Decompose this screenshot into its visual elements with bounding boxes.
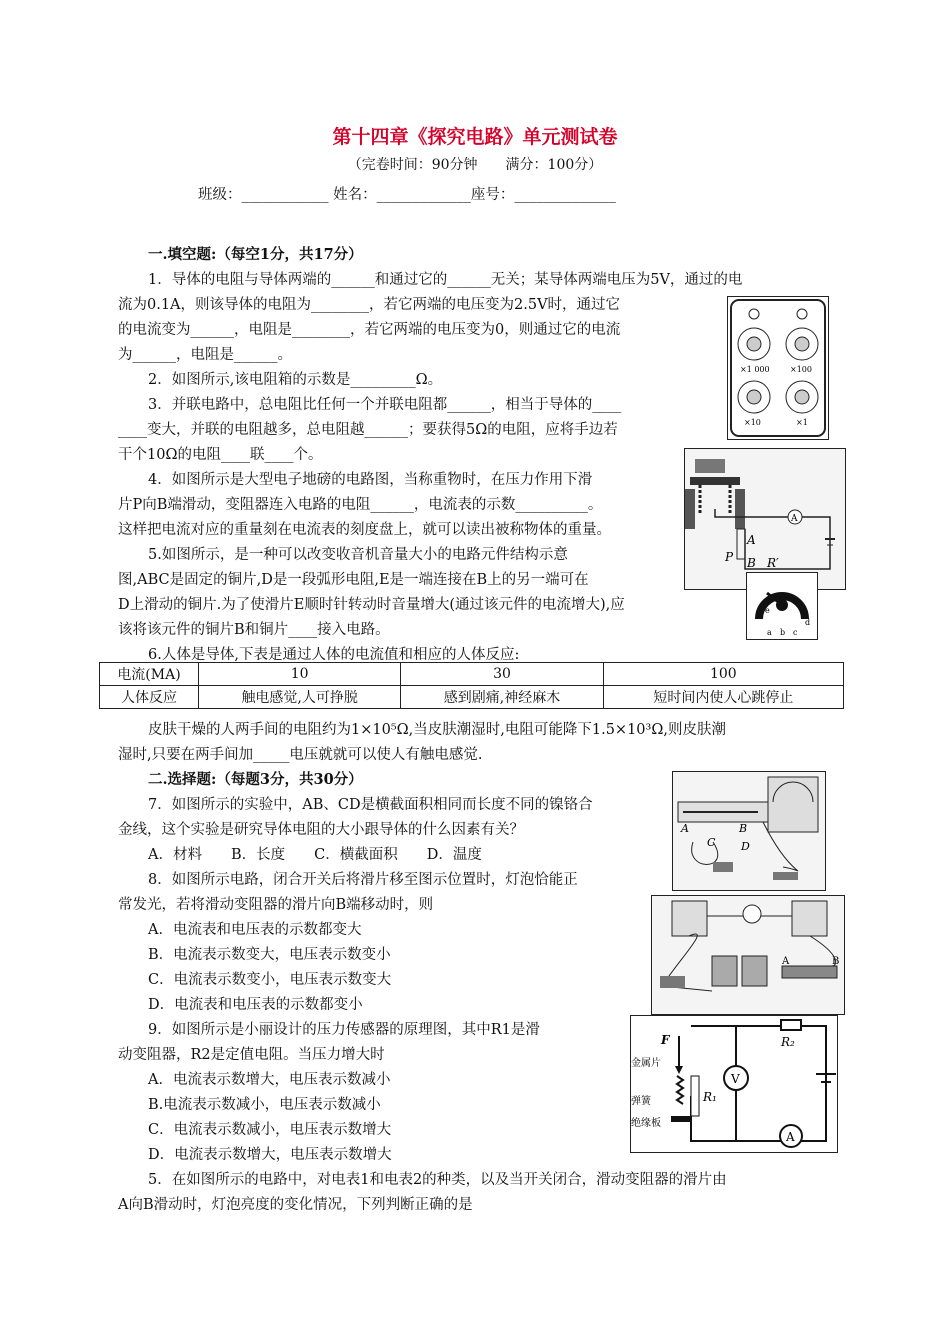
force-f-label: F xyxy=(661,1033,670,1047)
knob-label: b xyxy=(780,628,786,637)
ammeter-icon xyxy=(768,777,818,832)
knob-label: d xyxy=(805,618,811,627)
point-b-label: B xyxy=(747,556,756,570)
rheostat-icon xyxy=(782,966,837,978)
knob-label: c xyxy=(793,628,798,637)
table-cell: 电流(MA) xyxy=(100,663,199,686)
q-line: 干个10Ω的电阻____联____个。 xyxy=(118,447,323,463)
knob-label: a xyxy=(767,628,772,637)
q-line: 4．如图所示是大型电子地磅的电路图，当称重物时，在压力作用下滑 xyxy=(148,472,593,488)
multiplier-label: ×1 000 xyxy=(740,365,770,374)
exam-subtitle: （完卷时间：90分钟 满分：100分） xyxy=(347,157,603,173)
resistor-r-label: R′ xyxy=(767,556,779,570)
bulb-icon xyxy=(743,905,761,923)
multiplier-label: ×10 xyxy=(744,418,761,427)
section2-heading: 二.选择题:（每题3分，共30分） xyxy=(148,771,363,788)
current-reaction-table xyxy=(99,662,844,709)
q-line: A．电流表和电压表的示数都变大 xyxy=(148,922,362,938)
knob-label: e xyxy=(765,606,770,615)
pressure-sensor-figure xyxy=(630,1015,838,1153)
end-b-label: B xyxy=(832,956,840,967)
table-cell: 30 xyxy=(401,663,603,686)
student-info-line: 班级：____________ 姓名：_____________座号：______________ xyxy=(198,187,616,203)
slider-p-label: P xyxy=(725,550,734,564)
table-row xyxy=(100,663,844,686)
wire-experiment-figure xyxy=(672,771,826,891)
table-cell: 100 xyxy=(603,663,843,686)
q-line: B.电流表示数减小，电压表示数减小 xyxy=(148,1097,381,1113)
point-a-label: A xyxy=(747,533,756,547)
table-cell: 10 xyxy=(199,663,401,686)
spring-label: 弹簧 xyxy=(631,1096,651,1107)
q-line: 常发光，若将滑动变阻器的滑片向B端移动时，则 xyxy=(118,897,434,913)
q-line: 这样把电流对应的重量刻在电流表的刻度盘上，就可以读出被称物体的重量。 xyxy=(118,522,611,538)
ammeter-label: A xyxy=(786,1130,795,1144)
wire-c-label: C xyxy=(707,836,716,849)
q-line: 片P向B端滑动，变阻器连入电路的电阻______，电流表的示数__________。 xyxy=(118,497,603,513)
table-cell: 触电感觉,人可挣脱 xyxy=(199,686,401,709)
q-line: 动变阻器，R2是定值电阻。当压力增大时 xyxy=(118,1047,385,1063)
ammeter-icon xyxy=(792,901,827,936)
page-title: 第十四章《探究电路》单元测试卷 xyxy=(332,126,618,148)
resistor-box-figure xyxy=(727,296,829,440)
q-line: 6.人体是导体,下表是通过人体的电流值和相应的人体反应: xyxy=(148,647,520,663)
q-line: 2．如图所示,该电阻箱的示数是_________Ω。 xyxy=(148,372,443,388)
q-line: 湿时,只要在两手间加_____电压就就可以使人有触电感觉. xyxy=(118,747,483,763)
table-cell: 感到剧痛,神经麻木 xyxy=(401,686,603,709)
q-line: 流为0.1A，则该导体的电阻为________，若它两端的电压变为2.5V时，通过它 xyxy=(118,297,621,313)
q-line: 5.如图所示，是一种可以改变收音机音量大小的电路元件结构示意 xyxy=(148,547,568,563)
table-cell: 人体反应 xyxy=(100,686,199,709)
q-line: D．电流表示数增大，电压表示数增大 xyxy=(148,1147,392,1163)
q-line: D上滑动的铜片.为了使滑片E顺时针转动时音量增大(通过该元件的电流增大),应 xyxy=(118,597,625,613)
q-line: A．电流表示数增大，电压表示数减小 xyxy=(148,1072,391,1088)
r1-label: R₁ xyxy=(703,1090,717,1104)
q-line: 7．如图所示的实验中，AB、CD是横截面积相同而长度不同的镍铬合 xyxy=(148,797,593,813)
q-line: C．电流表示数减小，电压表示数增大 xyxy=(148,1122,392,1138)
q-line: 3．并联电路中，总电阻比任何一个并联电阻都______，相当于导体的____ xyxy=(148,397,622,413)
q-line: 为______，电阻是______。 xyxy=(118,347,292,363)
voltmeter-label: V xyxy=(731,1072,740,1086)
wire-b-label: B xyxy=(739,822,748,835)
q-line: C．电流表示数变小，电压表示数变大 xyxy=(148,972,392,988)
q-line: 金线，这个实验是研究导体电阻的大小跟导体的什么因素有关？ xyxy=(118,822,524,838)
q-line: 8．如图所示电路，闭合开关后将滑片移至图示位置时，灯泡恰能正 xyxy=(148,872,578,888)
wire-a-label: A xyxy=(681,822,689,835)
circuit-8-figure xyxy=(651,895,845,1015)
ammeter-label: A xyxy=(791,514,798,524)
q-line: D．电流表和电压表的示数都变小 xyxy=(148,997,363,1013)
volume-knob-figure xyxy=(746,572,818,640)
q-line: 5．在如图所示的电路中，对电表1和电表2的种类，以及当开关闭合，滑动变阻器的滑片由 xyxy=(148,1172,727,1188)
q-line: 9．如图所示是小丽设计的压力传感器的原理图，其中R1是滑 xyxy=(148,1022,540,1038)
electronic-scale-figure xyxy=(684,448,846,590)
r2-label: R₂ xyxy=(781,1035,795,1049)
q-line: 1．导体的电阻与导体两端的______和通过它的______无关；某导体两端电压为5V，通过的电 xyxy=(148,272,743,288)
multiplier-label: ×100 xyxy=(790,365,812,374)
q-line: 的电流变为______，电阻是________，若它两端的电压变为0，则通过它的电流 xyxy=(118,322,621,338)
q-line: 皮肤干燥的人两手间的电阻约为1×10⁵Ω,当皮肤潮湿时,电阻可能降下1.5×10³Ω,则皮肤潮 xyxy=(148,722,726,738)
table-cell: 短时间内使人心跳停止 xyxy=(603,686,843,709)
insulation-board-label: 绝缘板 xyxy=(631,1118,661,1129)
metal-plate-label: 金属片 xyxy=(631,1058,661,1069)
section1-heading: 一.填空题:（每空1分，共17分） xyxy=(148,246,363,263)
voltmeter-icon xyxy=(672,901,707,936)
q-line: 该将该元件的铜片B和铜片____接入电路。 xyxy=(118,622,390,638)
q-line: 图,ABC是固定的铜片,D是一段弧形电阻,E是一端连接在B上的另一端可在 xyxy=(118,572,589,588)
q-line: A向B滑动时，灯泡亮度的变化情况，下列判断正确的是 xyxy=(118,1197,473,1213)
end-a-label: A xyxy=(782,956,790,967)
q-line: B．电流表示数变大，电压表示数变小 xyxy=(148,947,391,963)
wire-d-label: D xyxy=(741,840,750,853)
multiplier-label: ×1 xyxy=(796,418,808,427)
q-line: A．材料 B．长度 C．横截面积 D．温度 xyxy=(148,847,482,863)
q-line: ____变大，并联的电阻越多，总电阻越______；要获得5Ω的电阻，应将手边若 xyxy=(118,422,618,438)
table-row xyxy=(100,686,844,709)
